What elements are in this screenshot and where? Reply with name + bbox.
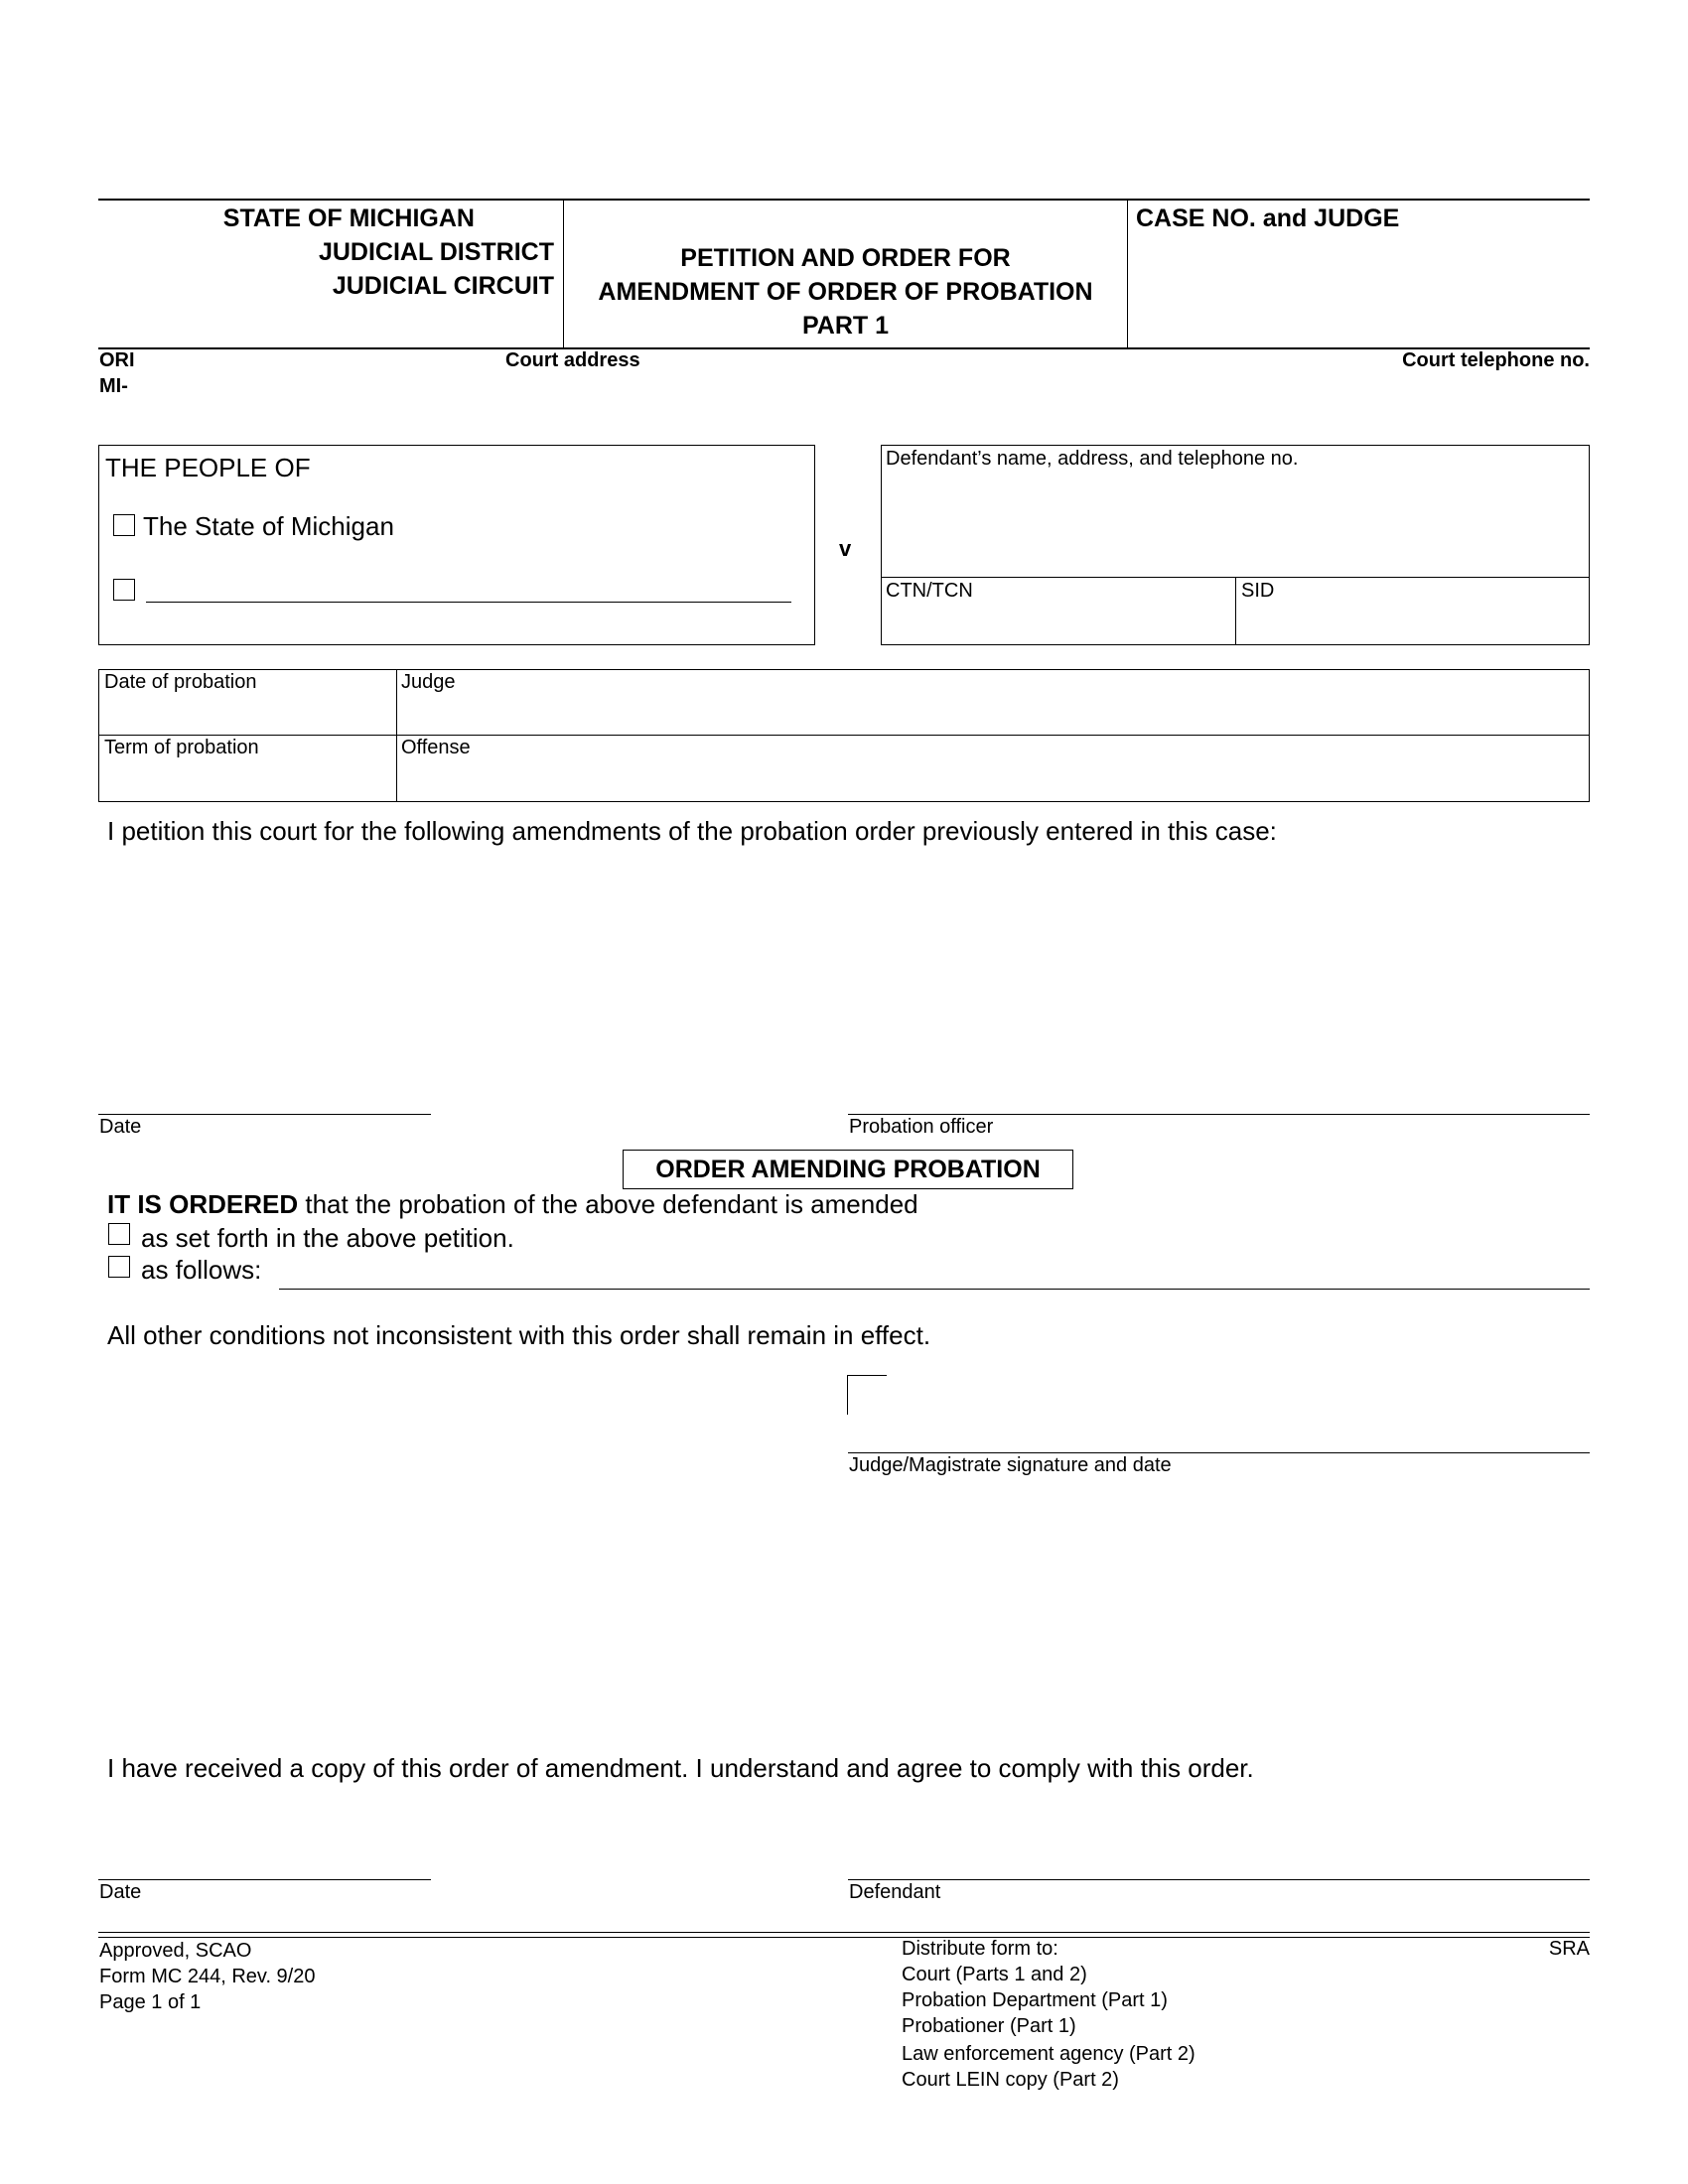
mi-label: MI- bbox=[99, 375, 128, 397]
distribute-item: Court LEIN copy (Part 2) bbox=[902, 2069, 1119, 2091]
petition-text: I petition this court for the following amendments of the probation order previously entered in this case: bbox=[107, 816, 1277, 846]
as-follows-checkbox[interactable] bbox=[108, 1256, 130, 1278]
date-of-probation-label: Date of probation bbox=[104, 671, 257, 693]
sra-label: SRA bbox=[1548, 1938, 1590, 1960]
judicial-circuit-label: JUDICIAL CIRCUIT bbox=[332, 272, 554, 300]
petition-date-input[interactable] bbox=[99, 1080, 431, 1114]
header-divider-right bbox=[1127, 201, 1128, 347]
judge-label: Judge bbox=[401, 671, 456, 693]
signature-corner-left bbox=[847, 1375, 848, 1415]
probation-details-row-divider bbox=[98, 735, 1590, 736]
page-number: Page 1 of 1 bbox=[99, 1991, 202, 2013]
ack-date-label: Date bbox=[99, 1881, 142, 1903]
court-telephone-label: Court telephone no. bbox=[1402, 349, 1590, 371]
footer-rule-1 bbox=[98, 1932, 1590, 1933]
signature-corner-top bbox=[847, 1375, 887, 1376]
approved-scao: Approved, SCAO bbox=[99, 1940, 252, 1962]
it-is-ordered-bold: IT IS ORDERED bbox=[107, 1189, 299, 1219]
date-of-probation-input[interactable] bbox=[104, 697, 394, 733]
form-title-line3: PART 1 bbox=[801, 312, 890, 340]
state-of-michigan-option: The State of Michigan bbox=[143, 511, 394, 541]
judge-signature-input[interactable] bbox=[894, 1418, 1589, 1451]
court-address-label: Court address bbox=[505, 349, 640, 371]
petition-amendments-input[interactable] bbox=[107, 854, 1591, 1106]
term-of-probation-input[interactable] bbox=[104, 762, 394, 798]
ctn-tcn-label: CTN/TCN bbox=[886, 580, 973, 602]
defendant-name-label: Defendant’s name, address, and telephone no. bbox=[886, 448, 1299, 470]
defendant-signature-input[interactable] bbox=[850, 1844, 1589, 1878]
state-of-michigan: STATE OF MICHIGAN bbox=[222, 205, 475, 232]
case-no-input[interactable] bbox=[1136, 248, 1587, 340]
people-of-label: THE PEOPLE OF bbox=[105, 453, 311, 482]
sid-input[interactable] bbox=[1242, 606, 1588, 641]
other-people-line bbox=[146, 602, 791, 603]
as-follows-input[interactable] bbox=[281, 1255, 1586, 1289]
it-is-ordered-rest: that the probation of the above defendant is amended bbox=[298, 1189, 918, 1219]
form-title-line2: AMENDMENT OF ORDER OF PROBATION bbox=[598, 278, 1093, 306]
probation-officer-input[interactable] bbox=[850, 1080, 1589, 1114]
order-heading: ORDER AMENDING PROBATION bbox=[655, 1156, 1041, 1183]
distribute-item: Probationer (Part 1) bbox=[902, 2015, 1076, 2037]
probation-officer-line bbox=[848, 1114, 1590, 1115]
it-is-ordered-line bbox=[107, 1189, 918, 1220]
ctn-sid-divider bbox=[1235, 577, 1236, 645]
offense-label: Offense bbox=[401, 737, 471, 758]
defendant-signature-label: Defendant bbox=[849, 1881, 941, 1903]
acknowledgment-text: I have received a copy of this order of amendment. I understand and agree to comply with this order. bbox=[107, 1753, 1254, 1783]
petition-date-line bbox=[98, 1114, 431, 1115]
judge-signature-line bbox=[848, 1452, 1590, 1453]
probation-officer-label: Probation officer bbox=[849, 1116, 994, 1138]
ack-date-input[interactable] bbox=[99, 1844, 431, 1878]
footer-rule-2 bbox=[98, 1937, 1590, 1938]
petition-date-label: Date bbox=[99, 1116, 142, 1138]
term-of-probation-label: Term of probation bbox=[104, 737, 259, 758]
judicial-district-label: JUDICIAL DISTRICT bbox=[318, 238, 554, 266]
distribute-item: Probation Department (Part 1) bbox=[902, 1989, 1168, 2011]
versus-label: v bbox=[839, 536, 852, 561]
ctn-tcn-input[interactable] bbox=[887, 606, 1233, 641]
form-number: Form MC 244, Rev. 9/20 bbox=[99, 1966, 316, 1987]
as-set-forth-option: as set forth in the above petition. bbox=[141, 1223, 514, 1253]
distribute-heading: Distribute form to: bbox=[902, 1938, 1058, 1960]
as-follows-line bbox=[279, 1289, 1590, 1290]
form-title-line1: PETITION AND ORDER FOR bbox=[680, 244, 1011, 272]
distribute-item: Court (Parts 1 and 2) bbox=[902, 1964, 1087, 1985]
other-people-input[interactable] bbox=[147, 570, 794, 602]
case-no-label: CASE NO. and JUDGE bbox=[1136, 205, 1400, 232]
judge-signature-label: Judge/Magistrate signature and date bbox=[849, 1454, 1172, 1476]
defendant-signature-line bbox=[848, 1879, 1590, 1880]
header-top-rule bbox=[98, 199, 1590, 201]
ack-date-line bbox=[98, 1879, 431, 1880]
other-conditions-text: All other conditions not inconsistent with this order shall remain in effect. bbox=[107, 1320, 931, 1350]
other-people-checkbox[interactable] bbox=[113, 579, 135, 601]
offense-input[interactable] bbox=[401, 762, 1587, 798]
distribute-item: Law enforcement agency (Part 2) bbox=[902, 2043, 1196, 2065]
judge-input[interactable] bbox=[401, 697, 1587, 733]
defendant-name-input[interactable] bbox=[887, 475, 1586, 576]
sid-label: SID bbox=[1241, 580, 1275, 602]
state-of-michigan-checkbox[interactable] bbox=[113, 514, 135, 536]
as-follows-option: as follows: bbox=[141, 1255, 262, 1285]
ori-label: ORI bbox=[99, 349, 135, 371]
as-set-forth-checkbox[interactable] bbox=[108, 1223, 130, 1245]
probation-details-col-divider bbox=[396, 669, 397, 802]
